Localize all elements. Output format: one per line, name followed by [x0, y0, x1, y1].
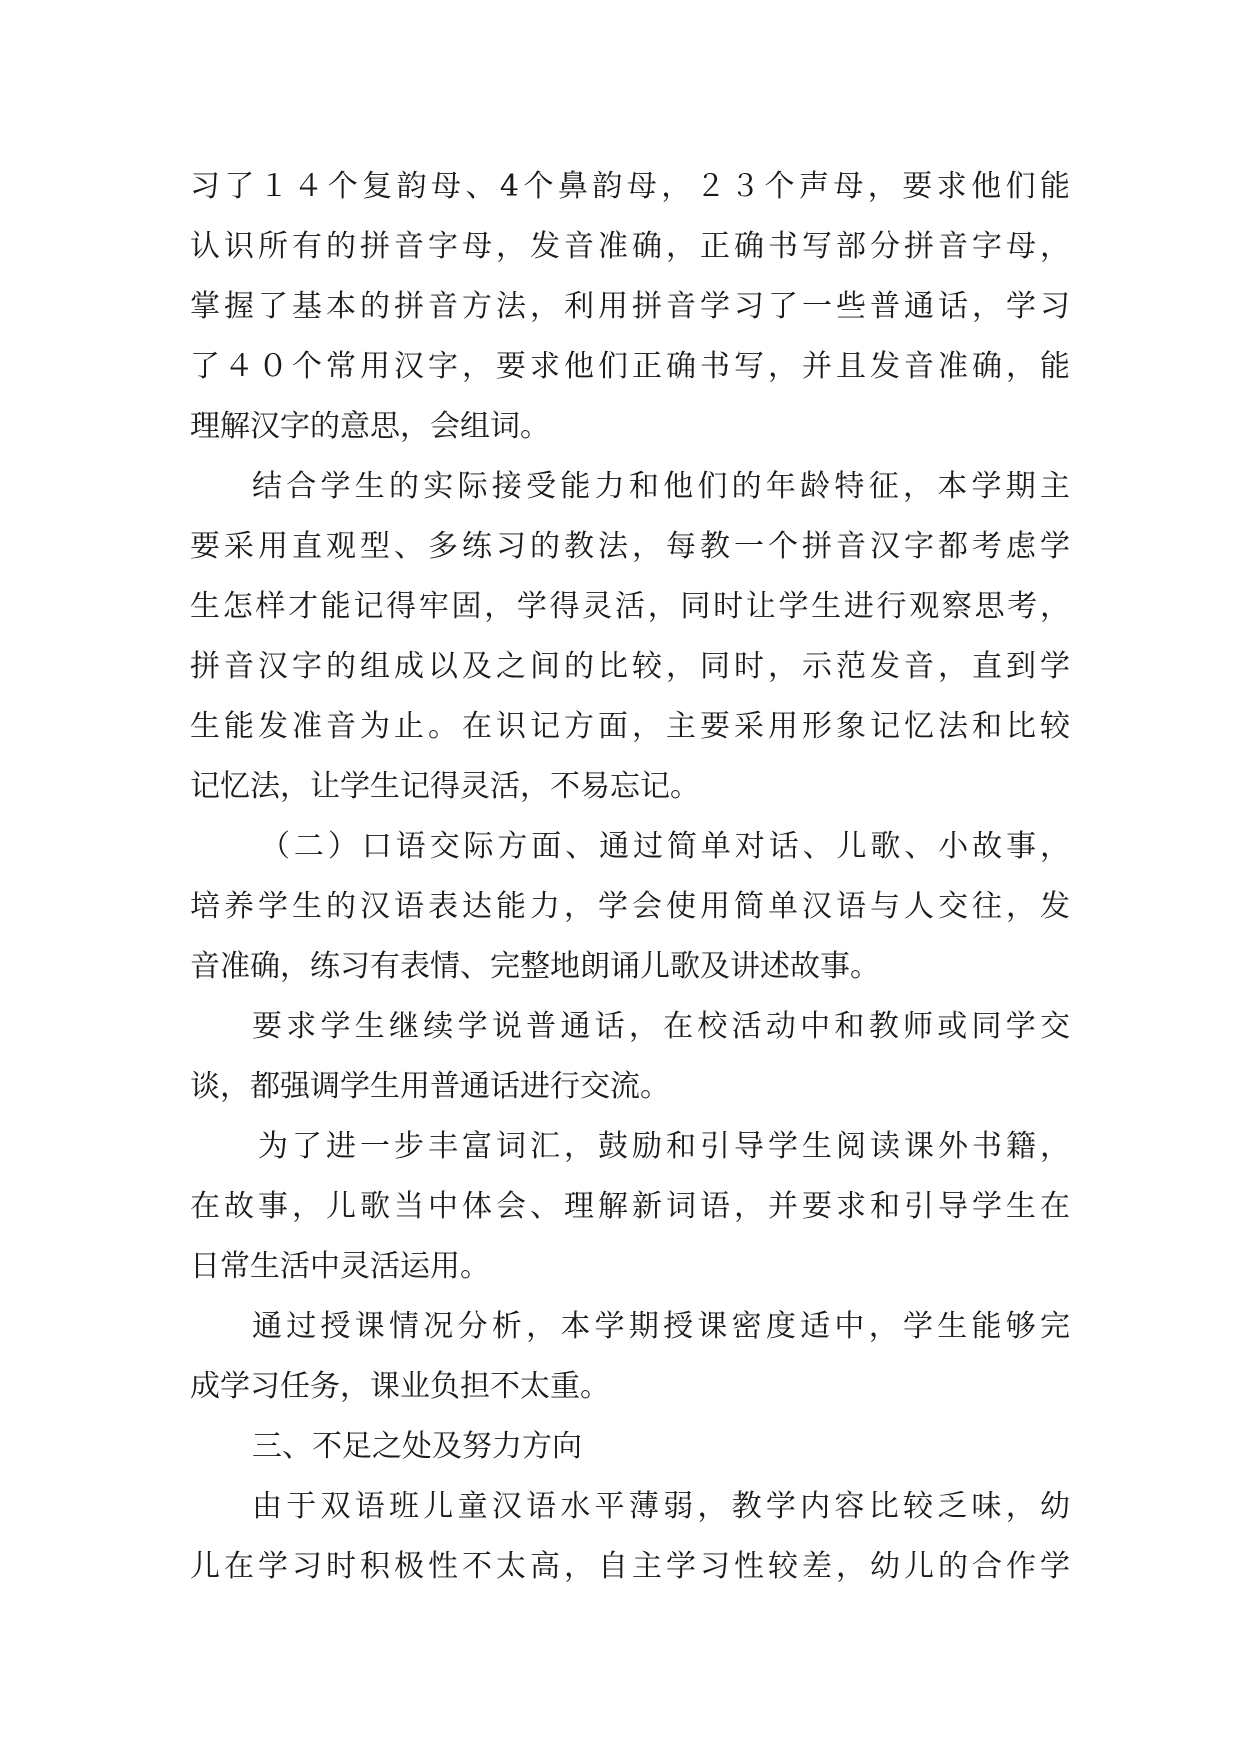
- paragraph-shortcomings: [190, 1477, 1070, 1597]
- text-line: 认识所有的拼音字母，发音准确，正确书写部分拼音字母，: [190, 229, 1070, 264]
- text-line: 由于双语班儿童汉语水平薄弱，教学内容比较乏味，幼: [252, 1489, 1070, 1524]
- paragraph-pinyin-summary: [190, 157, 1070, 457]
- text-line: 音准确，练习有表情、完整地朗诵儿歌及讲述故事。: [190, 949, 880, 984]
- text-line: 拼音汉字的组成以及之间的比较，同时，示范发音，直到学: [190, 649, 1070, 684]
- heading-line: 三、不足之处及努力方向: [252, 1429, 582, 1464]
- text-line: 儿在学习时积极性不太高，自主学习性较差，幼儿的合作学: [190, 1549, 1070, 1584]
- paragraph-vocabulary: [190, 1117, 1070, 1297]
- text-line: 结合学生的实际接受能力和他们的年龄特征，本学期主: [252, 469, 1070, 504]
- text-line: 日常生活中灵活运用。: [190, 1249, 490, 1284]
- text-line: 生能发准音为止。在识记方面，主要采用形象记忆法和比较: [190, 709, 1070, 744]
- text-line: 成学习任务，课业负担不太重。: [190, 1369, 610, 1404]
- paragraph-teaching-method: [190, 457, 1070, 817]
- text-line: 要求学生继续学说普通话，在校活动中和教师或同学交: [252, 1009, 1070, 1044]
- text-line: 记忆法，让学生记得灵活，不易忘记。: [190, 769, 700, 804]
- section-heading: [190, 1417, 1070, 1477]
- text-line: 要采用直观型、多练习的教法，每教一个拼音汉字都考虑学: [190, 529, 1070, 564]
- document-body: [190, 157, 1070, 1597]
- paragraph-mandarin-practice: [190, 997, 1070, 1117]
- text-line: 培养学生的汉语表达能力，学会使用简单汉语与人交往，发: [190, 889, 1070, 924]
- paragraph-teaching-analysis: [190, 1297, 1070, 1417]
- text-line: 习了１４个复韵母、4个鼻韵母，２３个声母，要求他们能: [190, 169, 1070, 204]
- text-line: 为了进一步丰富词汇，鼓励和引导学生阅读课外书籍，: [258, 1129, 1070, 1164]
- text-line: （二）口语交际方面、通过简单对话、儿歌、小故事，: [260, 829, 1070, 864]
- paragraph-oral-communication: [190, 817, 1070, 997]
- text-line: 了４０个常用汉字，要求他们正确书写，并且发音准确，能: [190, 349, 1070, 384]
- text-line: 谈，都强调学生用普通话进行交流。: [190, 1069, 670, 1104]
- text-line: 生怎样才能记得牢固，学得灵活，同时让学生进行观察思考，: [190, 589, 1070, 624]
- text-line: 掌握了基本的拼音方法，利用拼音学习了一些普通话，学习: [190, 289, 1070, 324]
- text-line: 通过授课情况分析，本学期授课密度适中，学生能够完: [252, 1309, 1070, 1344]
- text-line: 理解汉字的意思，会组词。: [190, 409, 550, 444]
- text-line: 在故事，儿歌当中体会、理解新词语，并要求和引导学生在: [190, 1189, 1070, 1224]
